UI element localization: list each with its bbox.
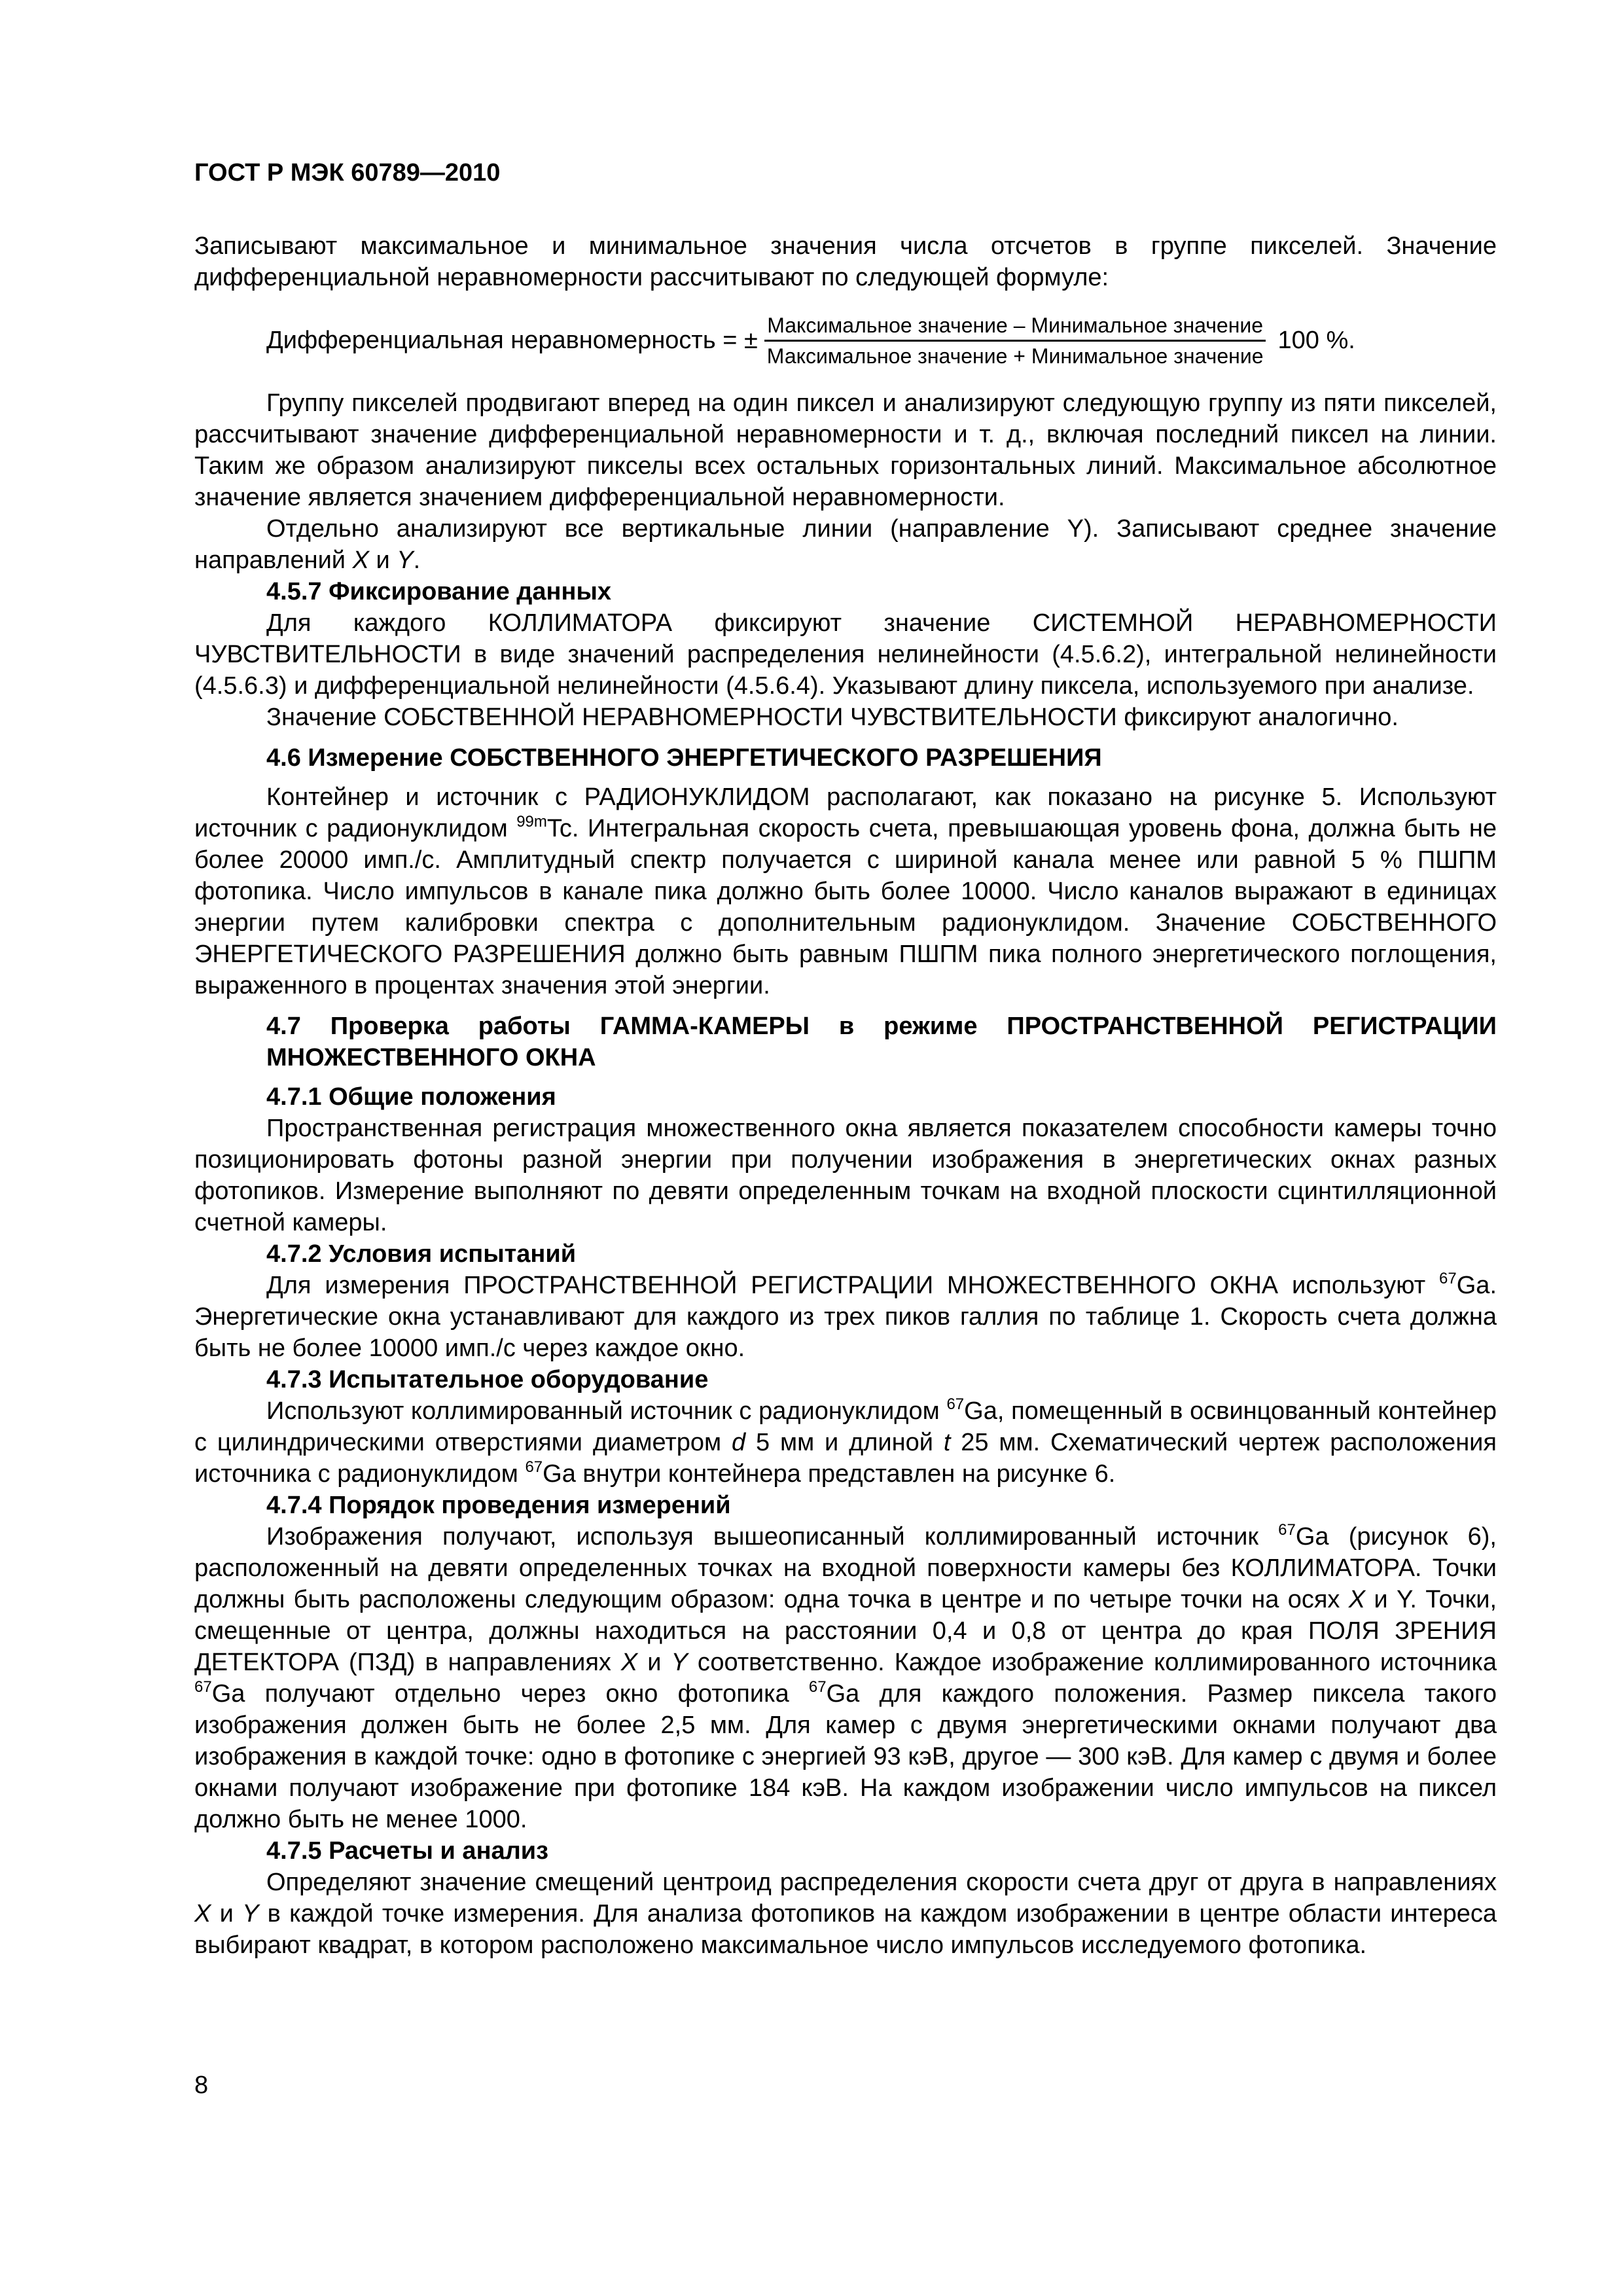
section-4-7-2-paragraph: Для измерения ПРОСТРАНСТВЕННОЙ РЕГИСТРАЦИИ МНОЖЕСТВЕННОГО ОКНА используют $^{67}$Ga. Энергетические окна устанавливают для каждого из трех пиков галлия по таблице 1. Скорость счета должна быть не более 10000 имп./с через каждое окно. <box>194 1270 1497 1362</box>
document-code-header: ГОСТ Р МЭК 60789—2010 <box>194 159 501 187</box>
differential-nonuniformity-formula <box>266 308 1497 373</box>
section-4-5-7-heading: 4.5.7 Фиксирование данных <box>266 578 612 605</box>
page-number: 8 <box>194 2072 209 2099</box>
formula-numerator: Максимальное значение – Минимальное значение <box>764 312 1266 342</box>
section-4-7-5-paragraph: Определяют значение смещений центроид распределения скорости счета друг от друга в направлениях X и Y в каждой точке измерения. Для анализа фотопиков на каждом изображении в центре области интереса выбирают квадрат, в котором расположено максимальное число импульсов исследуемого фотопика. <box>194 1869 1497 1959</box>
section-4-7-3-paragraph: Используют коллимированный источник с радионуклидом $^{67}$Ga, помещенный в освинцованный контейнер с цилиндрическими отверстиями диаметром d 5 мм и длиной t 25 мм. Схематический чертеж расположения источника с радионуклидом $^{67}$Ga внутри контейнера представлен на рисунке 6. <box>194 1395 1497 1488</box>
section-4-7-1-heading: 4.7.1 Общие положения <box>266 1083 556 1111</box>
section-4-5-7-paragraph-2: Значение СОБСТВЕННОЙ НЕРАВНОМЕРНОСТИ ЧУВСТВИТЕЛЬНОСТИ фиксируют аналогично. <box>266 704 1399 731</box>
section-4-6-paragraph: Контейнер и источник с РАДИОНУКЛИДОМ располагают, как показано на рисунке 5. Используют источник с радионуклидом $^{99m}$Tc. Интегральная скорость счета, превышающая уровень фона, должна быть не более 20000 имп./с. Амплитудный спектр получается с шириной канала менее или равной 5 % ПШПМ фотопика. Число импульсов в канале пика должно быть более 10000. Число каналов выражают в единицах энергии путем калибровки спектра с дополнительным радионуклидом. Значение СОБСТВЕННОГО ЭНЕРГЕТИЧЕСКОГО РАЗРЕШЕНИЯ должно быть равным ПШПМ пика полного энергетического поглощения, выраженного в процентах значения этой энергии. <box>194 783 1497 999</box>
section-4-7-5-heading: 4.7.5 Расчеты и анализ <box>266 1837 549 1865</box>
formula-factor: 100 %. <box>1277 327 1355 354</box>
formula-denominator: Максимальное значение + Минимальное значение <box>766 344 1264 368</box>
formula-lhs: Дифференциальная неравномерность = ± <box>266 327 758 354</box>
pixel-group-paragraph: Группу пикселей продвигают вперед на один пиксел и анализируют следующую группу из пяти пикселей, рассчитывают значение дифференциальной неравномерности и т. д., включая последний пиксел на линии. Таким же образом анализируют пикселы всех остальных горизонтальных линий. Максимальное абсолютное значение является значением дифференциальной неравномерности. <box>194 389 1497 511</box>
section-4-7-2-heading: 4.7.2 Условия испытаний <box>266 1240 577 1268</box>
formula-fraction <box>764 312 1266 369</box>
vertical-lines-paragraph: Отдельно анализируют все вертикальные линии (направление Y). Записывают среднее значение направлений X и Y. <box>194 515 1497 574</box>
section-4-7-heading: 4.7 Проверка работы ГАММА-КАМЕРЫ в режиме ПРОСТРАНСТВЕННОЙ РЕГИСТРАЦИИ МНОЖЕСТВЕННОГО ОКНА <box>266 1013 1497 1071</box>
document-page <box>194 157 1497 1961</box>
intro-paragraph: Записывают максимальное и минимальное значения числа отсчетов в группе пикселей. Значение дифференциальной неравномерности рассчитывают по следующей формуле: <box>194 232 1497 291</box>
section-4-7-4-heading: 4.7.4 Порядок проведения измерений <box>266 1492 731 1519</box>
section-4-5-7-paragraph-1: Для каждого КОЛЛИМАТОРА фиксируют значение СИСТЕМНОЙ НЕРАВНОМЕРНОСТИ ЧУВСТВИТЕЛЬНОСТИ в виде значений распределения нелинейности (4.5.6.2), интегральной нелинейности (4.5.6.3) и дифференциальной нелинейности (4.5.6.4). Указывают длину пиксела, используемого при анализе. <box>194 609 1497 700</box>
section-4-7-4-paragraph: Изображения получают, используя вышеописанный коллимированный источник $^{67}$Ga (рисунок 6), расположенный на девяти определенных точках на входной поверхности камеры без КОЛЛИМАТОРА. Точки должны быть расположены следующим образом: одна точка в центре и по четыре точки на осях X и Y. Точки, смещенные от центра, должны находиться на расстоянии 0,4 и 0,8 от центра до края ПОЛЯ ЗРЕНИЯ ДЕТЕКТОРА (ПЗД) в направлениях X и Y соответственно. Каждое изображение коллимированного источника $^{67}$Ga получают отдельно через окно фотопика $^{67}$Ga для каждого положения. Размер пиксела такого изображения должен быть не более 2,5 мм. Для камер с двумя энергетическими окнами получают два изображения в каждой точке: одно в фотопике с энергией 93 кэВ, другое — 300 кэВ. Для камер с двумя и более окнами получают изображение при фотопике 184 кэВ. На каждом изображении число импульсов на пиксел должно быть не менее 1000. <box>194 1521 1497 1833</box>
section-4-7-1-paragraph: Пространственная регистрация множественного окна является показателем способности камеры точно позиционировать фотоны разной энергии при получении изображения в энергетических окнах разных фотопиков. Измерение выполняют по девяти определенным точкам на входной плоскости сцинтилляционной счетной камеры. <box>194 1115 1497 1236</box>
section-4-7-3-heading: 4.7.3 Испытательное оборудование <box>266 1366 709 1393</box>
section-4-6-heading: 4.6 Измерение СОБСТВЕННОГО ЭНЕРГЕТИЧЕСКОГО РАЗРЕШЕНИЯ <box>266 744 1102 772</box>
